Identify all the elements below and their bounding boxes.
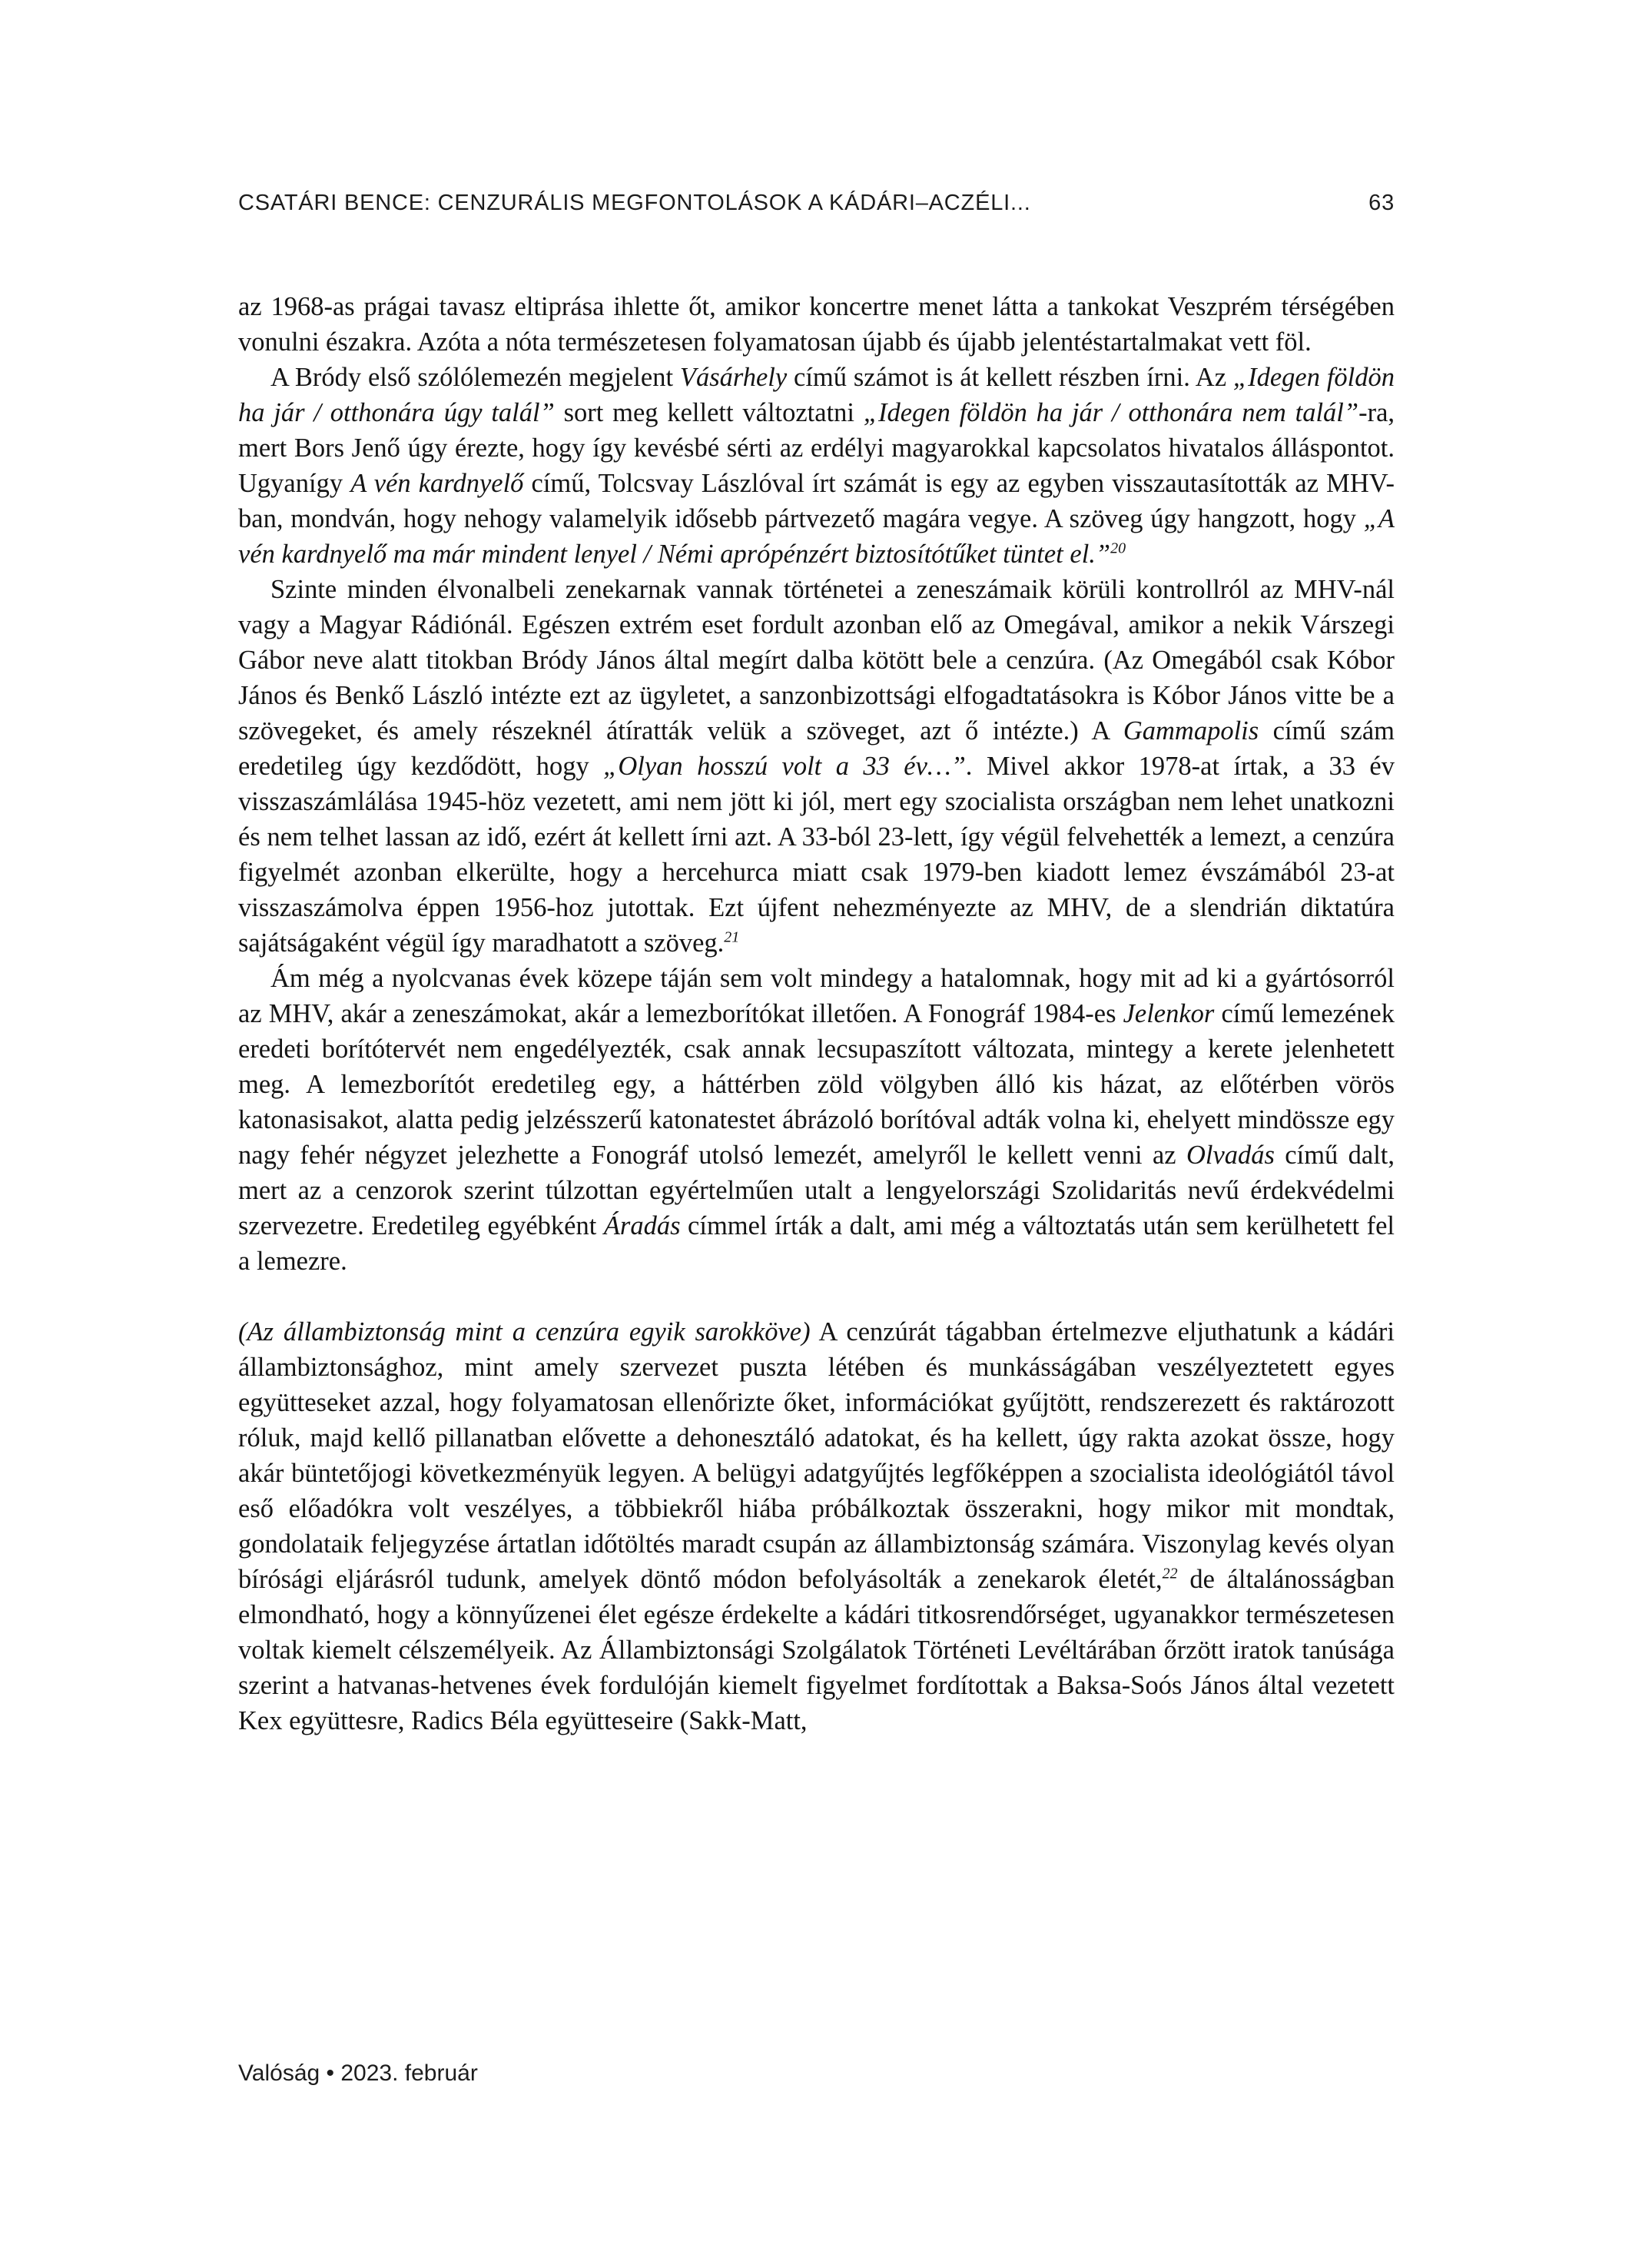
paragraph (238, 572, 1395, 961)
text-segment: „Idegen földön ha jár / otthonára nem talál” (863, 398, 1359, 427)
text-segment: „Idegen földön ha jár / otthonára úgy talál” (238, 363, 1395, 427)
text-segment: Szinte minden élvonalbeli zenekarnak vannak történetei a zeneszámaik körüli kontrollról az MHV-nál vagy a Magyar Rádiónál. Egészen extrém eset fordult azonban elő az Omegával, amikor a nekik Várszegi Gábor neve alatt titokban Bródy János által megírt dalba kötött bele a cenzúra. (Az Omegából csak Kóbor János és Benkő László intézte ezt az ügyletet, a sanzonbizottsági elfogadtatásokra is Kóbor János vitte be a szövegeket, és amely részeknél átíratták velük a szöveget, azt ő intézte.) A (238, 575, 1395, 745)
text-segment: A Bródy első szólólemezén megjelent (270, 363, 680, 392)
text-segment: -ra, mert Bors Jenő úgy érezte, hogy így kevésbé sérti az erdélyi magyarokkal kapcsolatos hivatalos álláspontot. Ugyanígy (238, 398, 1395, 498)
text-segment: A cenzúrát tágabban értelmezve eljuthatunk a kádári állambiztonsághoz, mint amely szervezet puszta létében és munkásságában veszélyeztetett egyes együtteseket azzal, hogy folyamatosan ellenőrizte őket, információkat gyűjtött, rendszerezett és raktározott róluk, majd kellő pillanatban elővette a dehonesztáló adatokat, és ha kellett, úgy rakta azokat össze, hogy akár büntetőjogi következményük legyen. A belügyi adatgyűjtés legfőképpen a szocialista ideológiától távol eső előadókra volt veszélyes, a többiekről hiába próbálkoztak összerakni, hogy mikor mit mondtak, gondolataik feljegyzése ártatlan időtöltés maradt csupán az állambiztonság számára. Viszonylag kevés olyan bírósági eljárásról tudunk, amelyek döntő módon befolyásolták a zenekarok életét, (238, 1317, 1395, 1594)
paragraph (238, 289, 1395, 360)
article-body (238, 289, 1395, 1738)
footnote-reference: 20 (1110, 540, 1126, 557)
footnote-reference: 21 (724, 928, 740, 946)
text-segment: című, Tolcsvay Lászlóval írt számát is egy az egyben visszautasították az MHV-ban, mondván, hogy nehogy valamelyik idősebb pártvezető magára vegye. A szöveg úgy hangzott, hogy (238, 469, 1395, 533)
page-number: 63 (1368, 191, 1395, 215)
footnote-reference: 22 (1162, 1565, 1178, 1582)
text-segment: címmel írták a dalt, ami még a változtatás után sem kerülhetett fel a lemezre. (238, 1211, 1395, 1276)
text-segment: Jelenkor (1123, 999, 1215, 1028)
text-segment: című szám eredetileg úgy kezdődött, hogy (238, 716, 1395, 781)
text-segment: című számot is át kellett részben írni. Az (787, 363, 1233, 392)
text-segment: című lemezének eredeti borítótervét nem engedélyezték, csak annak lecsupaszított változata, mintegy a kerete jelenhetett meg. A lemezborítót eredetileg egy, a háttérben zöld völgyben álló kis házat, az előtérben vörös katonasisakot, alatta pedig jelzésszerű katonatestet ábrázoló borítóval adták volna ki, ehelyett mindössze egy nagy fehér négyzet jelezhette a Fonográf utolsó lemezét, amelyről le kellett venni az (238, 999, 1395, 1170)
text-segment: A vén kardnyelő (350, 469, 524, 498)
paragraph (238, 360, 1395, 572)
text-segment: Gammapolis (1123, 716, 1259, 745)
text-segment: Olvadás (1186, 1141, 1275, 1170)
text-segment: az 1968-as prágai tavasz eltiprása ihlette őt, amikor koncertre menet látta a tankokat Veszprém térségében vonulni északra. Azóta a nóta természetesen folyamatosan újabb és újabb jelentéstartalmakat vett föl. (238, 292, 1395, 357)
text-segment: „Olyan hosszú volt a 33 év…” (603, 752, 966, 781)
paragraph (238, 961, 1395, 1279)
text-segment: Áradás (603, 1211, 681, 1240)
running-header (238, 191, 1395, 216)
text-segment: című dalt, mert az a cenzorok szerint túlzottan egyértelműen utalt a lengyelországi Szolidaritás nevű érdekvédelmi szervezetre. Eredetileg egyébként (238, 1141, 1395, 1240)
text-segment: . Mivel akkor 1978-at írtak, a 33 év visszaszámlálása 1945-höz vezetett, ami nem jött ki jól, mert egy szocialista országban nem lehet unatkozni és nem telhet lassan az idő, ezért át kellett írni azt. A 33-ból 23-lett, így végül felvehették a lemezt, a cenzúra figyelmét azonban elkerülte, hogy a hercehurca miatt csak 1979-ben kiadott lemez évszámából 23-at visszaszámolva éppen 1956-hoz jutottak. Ezt újfent nehezményezte az MHV, de a slendrián diktatúra sajátságaként végül így maradhatott a szöveg. (238, 752, 1395, 958)
text-segment: (Az állambiztonság mint a cenzúra egyik sarokköve) (238, 1317, 811, 1347)
journal-imprint: Valóság • 2023. február (238, 2060, 478, 2086)
running-title: CSATÁRI BENCE: CENZURÁLIS MEGFONTOLÁSOK A KÁDÁRI–ACZÉLI... (238, 191, 1031, 215)
text-segment: „A vén kardnyelő ma már mindent lenyel / Némi aprópénzért biztosítótűket tüntet el.” (238, 504, 1395, 569)
paragraph (238, 1314, 1395, 1738)
text-segment: Vásárhely (679, 363, 788, 392)
text-segment: sort meg kellett változtatni (554, 398, 864, 427)
text-segment: Ám még a nyolcvanas évek közepe táján sem volt mindegy a hatalomnak, hogy mit ad ki a gyártósorról az MHV, akár a zeneszámokat, akár a lemezborítókat illetően. A Fonográf 1984-es (238, 964, 1395, 1028)
text-segment: de általánosságban elmondható, hogy a könnyűzenei élet egésze érdekelte a kádári titkosrendőrséget, ugyanakkor természetesen voltak kiemelt célszemélyeik. Az Állambiztonsági Szolgálatok Történeti Levéltárában őrzött iratok tanúsága szerint a hatvanas-hetvenes évek fordulóján kiemelt figyelmet fordítottak a Baksa-Soós János által vezetett Kex együttesre, Radics Béla együtteseire (Sakk-Matt, (238, 1565, 1395, 1735)
